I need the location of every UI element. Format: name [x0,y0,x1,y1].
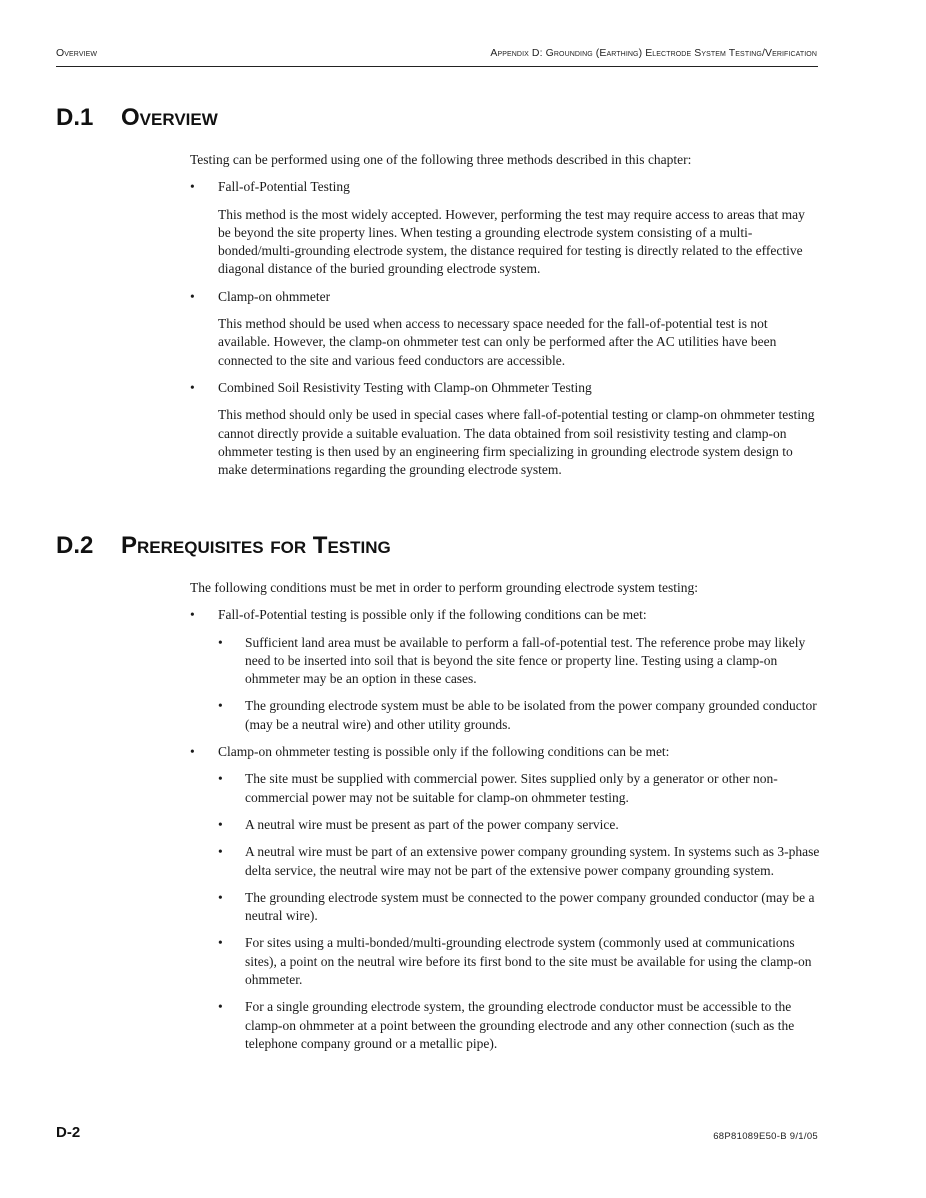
section-heading-d1 [56,104,218,132]
page-number: D-2 [56,1124,81,1141]
sub-list-item [218,634,820,689]
running-header-left: Overview [56,47,98,59]
bullet-icon: • [190,288,195,304]
document-id: 68P81089E50-B 9/1/05 [713,1131,818,1142]
section-title: Overview [121,104,218,131]
section-number: D.1 [56,104,94,131]
list-item [190,379,820,479]
bullet-icon: • [190,379,195,395]
sub-list-item [218,998,820,1053]
section-body-d2 [190,579,820,1062]
sub-list-item-text: The grounding electrode system must be connected to the power company grounded conductor (may be a neutral wire). [245,889,815,924]
method-list [190,178,820,479]
prerequisite-list [190,606,820,1053]
bullet-icon: • [218,889,223,905]
section-intro: The following conditions must be met in order to perform grounding electrode system testing: [190,580,699,595]
section-heading-d2 [56,532,391,560]
sub-list-item [218,770,820,807]
list-item-description: This method should only be used in special cases where fall-of-potential testing or clamp-on ohmmeter testing cannot directly provide a suitable evaluation. The data obtained from soil resistivity testing and clamp-on ohmmeter testing is then used by an engineering firm specializing in grounding electrode system design to make determinations regarding the grounding electrode system. [218,407,815,478]
sub-list-item-text: For a single grounding electrode system, the grounding electrode conductor must be accessible to the clamp-on ohmmeter at a point between the grounding electrode and any other connection (such as the telephone company ground or a metallic pipe). [245,999,795,1051]
section-body-d1 [190,151,820,488]
list-item-label: Fall-of-Potential testing is possible only if the following conditions can be met: [218,607,647,623]
bullet-icon: • [190,179,195,195]
sub-list-item-text: The grounding electrode system must be able to be isolated from the power company grounded conductor (may be a neutral wire) and other utility grounds. [245,698,817,732]
list-item [190,288,820,370]
list-item [190,606,820,734]
bullet-icon: • [218,698,223,714]
sub-list-item-text: The site must be supplied with commercial power. Sites supplied only by a generator or other non-commercial power may not be suitable for clamp-on ohmmeter testing. [245,771,778,805]
sub-list-item-text: For sites using a multi-bonded/multi-grounding electrode system (commonly used at communications sites), a point on the neutral wire before its first bond to the site must be available for using the clamp-on ohmmeter. [245,935,812,988]
bullet-icon: • [218,844,223,860]
list-item-label: Combined Soil Resistivity Testing with Clamp-on Ohmmeter Testing [218,379,592,395]
bullet-icon: • [218,634,223,650]
bullet-icon: • [218,816,223,832]
list-item [190,743,820,1053]
header-rule [56,66,818,67]
list-item-description: This method should be used when access to necessary space needed for the fall-of-potential test is not available. However, the clamp-on ohmmeter test can only be performed after the AC utilities have been connected to the site and various feed conductors are accessible. [218,316,777,368]
sub-list-item [218,816,820,834]
bullet-icon: • [190,744,195,760]
sub-list-item [218,889,820,926]
list-item-label: Clamp-on ohmmeter [218,288,331,304]
list-item-label: Fall-of-Potential Testing [218,179,350,195]
bullet-icon: • [218,935,223,951]
section-title: Prerequisites for Testing [121,532,391,559]
sub-list-item [218,697,820,734]
section-number: D.2 [56,532,94,559]
bullet-icon: • [218,771,223,787]
sub-list-item [218,934,820,989]
list-item [190,178,820,278]
sub-list [218,634,820,734]
list-item-label: Clamp-on ohmmeter testing is possible only if the following conditions can be met: [218,744,670,760]
list-item-description: This method is the most widely accepted. However, performing the test may require access to areas that may be beyond the site property lines. When testing a grounding electrode system consisting of a multi-bonded/multi-grounding electrode system, the distance required for testing is directly related to the effective diagonal distance of the buried grounding electrode system. [218,206,805,277]
section-intro: Testing can be performed using one of the following three methods described in this chapter: [190,152,692,167]
running-header-right: Appendix D: Grounding (Earthing) Electrode System Testing/Verification [490,47,817,59]
sub-list [218,770,820,1053]
sub-list-item [218,843,820,880]
bullet-icon: • [218,999,223,1015]
sub-list-item-text: Sufficient land area must be available to perform a fall-of-potential test. The reference probe may likely need to be inserted into soil that is beyond the site fence or property line. Testing using a clamp-on ohmmeter may be an option in these cases. [245,634,806,687]
sub-list-item-text: A neutral wire must be present as part of the power company service. [245,816,619,832]
sub-list-item-text: A neutral wire must be part of an extensive power company grounding system. In systems such as 3-phase delta service, the neutral wire may not be part of the extensive power company grounding system. [245,844,820,878]
bullet-icon: • [190,607,195,623]
